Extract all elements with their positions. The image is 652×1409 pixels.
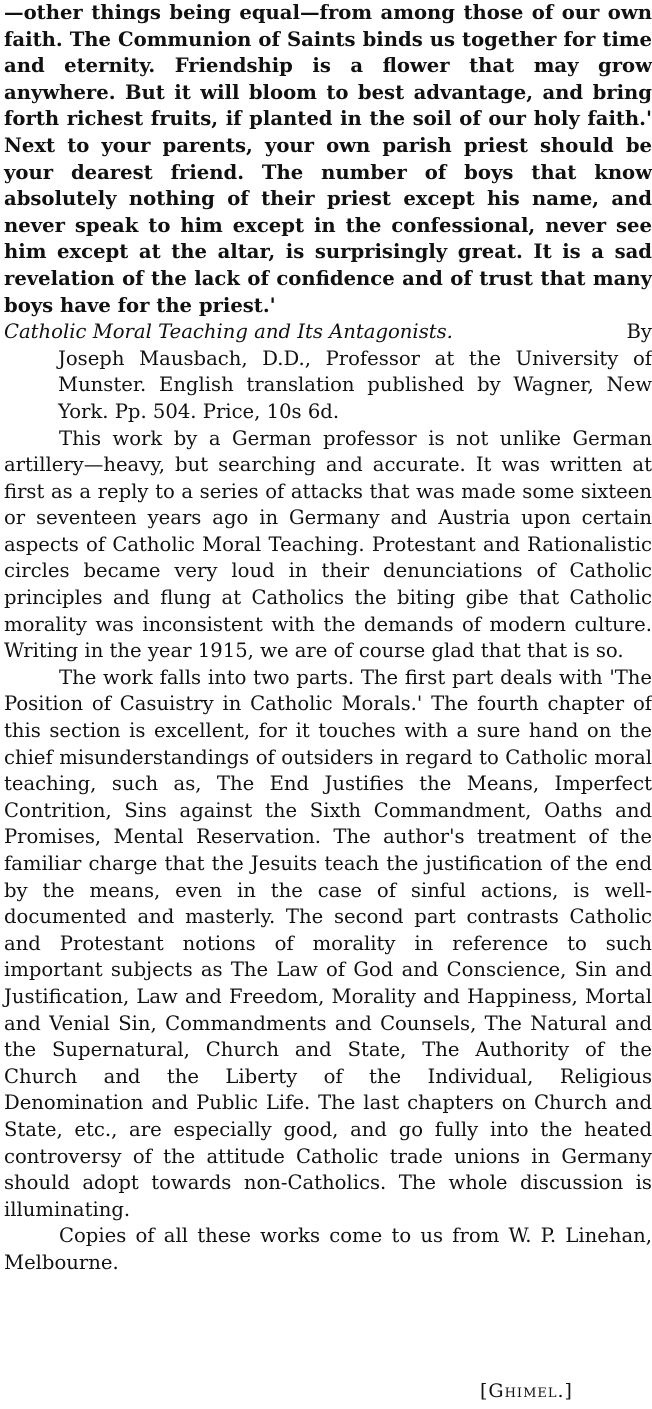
review-paragraph-2: The work falls into two parts. The first part deals with 'The Position of Casuistry in Catholic Morals.' The fourth chapter of this section is excellent, for it touches with a sure hand on the chief misunderstandings of outsiders in regard to Catholic moral teaching, such as, The End Justifies the Means, Imperfect Contrition, Sins against the Sixth Commandment, Oaths and Promises, Mental Reservation. The author's treatment of the familiar charge that the Jesuits teach the justification of the end by the means, even in the case of sinful actions, is well-documented and masterly. The second part contrasts Catholic and Protestant notions of morality in reference to such important subjects as The Law of God and Conscience, Sin and Justification, Law and Freedom, Morality and Happiness, Mortal and Venial Sin, Commandments and Counsels, The Natural and the Supernatural, Church and State, The Authority of the Church and the Liberty of the Individual, Religious Denomination and Public Life. The last chapters on Church and State, etc., are especially good, and go fully into the heated controversy of the attitude Catholic trade unions in Germany should adopt towards non-Catholics. The whole discussion is illuminating. (4, 665, 652, 1221)
book-title: Catholic Moral Teaching and Its Antagonists. (4, 320, 453, 344)
opening-paragraph: —other things being equal—from among those of our own faith. The Communion of Saints binds us together for time and eternity. Friendship is a flower that may grow anywhere. But it will bloom to best advantage, and bring forth richest fruits, if planted in the soil of our holy faith.' Next to your parents, your own parish priest should be your dearest friend. The number of boys that know absolutely nothing of their priest except his name, and never speak to him except in the confessional, never see him except at the altar, is surprisingly great. It is a sad revelation of the lack of confidence and of trust that many boys have for the priest.' (4, 1, 652, 317)
book-review-heading (4, 319, 652, 425)
author-signature: [Ghimel.] (480, 1380, 573, 1402)
article-column (4, 0, 652, 1277)
review-paragraph-3: Copies of all these works come to us from W. P. Linehan, Melbourne. (4, 1224, 652, 1274)
by-label: By (626, 320, 652, 344)
book-details: Joseph Mausbach, D.D., Professor at the University of Munster. English translation published by Wagner, New York. Pp. 504. Price, 10s 6d. (58, 346, 652, 423)
review-paragraph-1: This work by a German professor is not unlike German artillery—heavy, but searching and accurate. It was written at first as a reply to a series of attacks that was made some sixteen or seventeen years ago in Germany and Austria upon certain aspects of Catholic Moral Teaching. Protestant and Rationalistic circles became very loud in their denunciations of Catholic principles and flung at Catholics the biting gibe that Catholic morality was inconsistent with the demands of modern culture. Writing in the year 1915, we are of course glad that that is so. (4, 426, 652, 663)
